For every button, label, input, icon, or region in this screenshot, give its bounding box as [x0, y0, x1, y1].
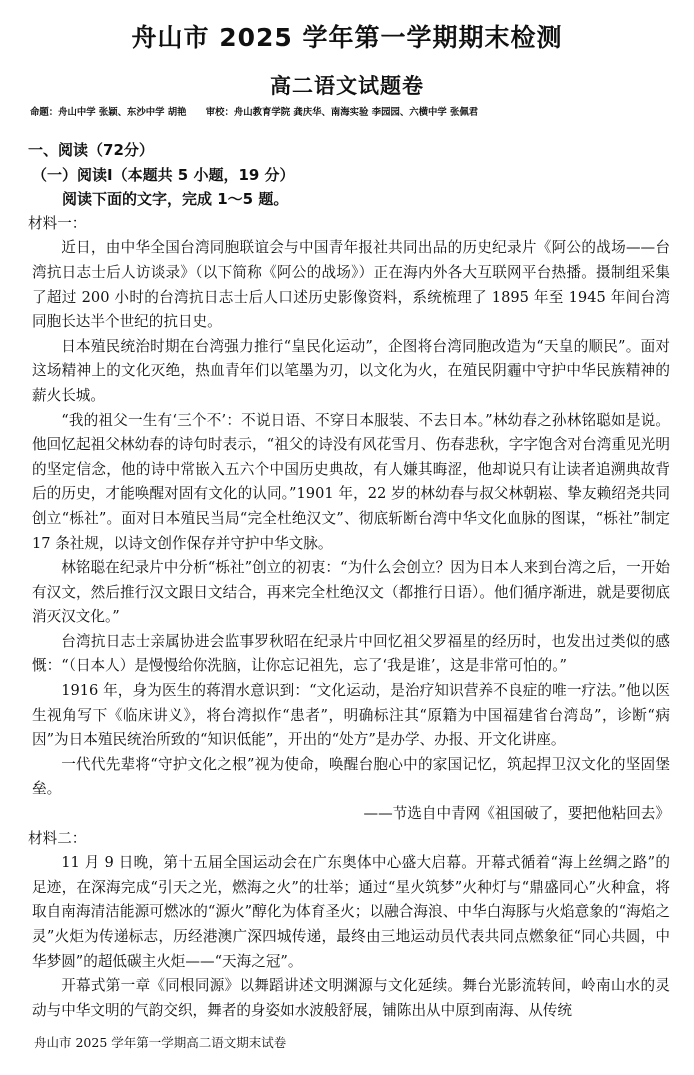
- material-1-source: ——节选自中青网《祖国破了，要把他粘回去》: [363, 805, 670, 823]
- material-1-paragraph: “我的祖父一生有‘三个不’：不说日语、不穿日本服装、不去日本。”林幼春之孙林铭聪如是说。他回忆起祖父林幼春的诗句时表示，“祖父的诗没有风花雪月、伤春悲秋，字字饱含对台湾重见光明的坚定信念，他的诗中常嵌入五六个中国历史典故，有人嫌其晦涩，他却说只有让读者追溯典故背后的历史，才能唤醒对固有文化的认同。”1901 年，22 岁的林幼春与叔父林朝崧、挚友赖绍尧共同创立“栎社”。面对日本殖民当局“完全杜绝汉文”、彻底斩断台湾中华文化血脉的图谋，“栎社”制定 17 条社规，以诗文创作保存并守护中华文脉。: [32, 411, 670, 552]
- section-instruction: 阅读下面的文字，完成 1～5 题。: [62, 190, 289, 209]
- material-1-label: 材料一：: [28, 214, 87, 232]
- material-1-paragraph: 日本殖民统治时期在台湾强力推行“皇民化运动”，企图将台湾同胞改造为“天皇的顺民”。面对这场精神上的文化灭绝，热血青年们以笔墨为刃，以文化为火，在殖民阴霾中守护中华民族精神的薪火长城。: [32, 337, 670, 404]
- credits-line: [30, 104, 684, 118]
- material-1-paragraph: 林铭聪在纪录片中分析“栎社”创立的初衷：“为什么会创立？因为日本人来到台湾之后，一开始有汉文，然后推行汉文跟日文结合，再来完全杜绝汉文（都推行日语）。他们循序渐进，就是要彻底消灭汉文化。”: [32, 559, 670, 626]
- exam-subtitle: 高二语文试题卷: [270, 74, 424, 98]
- material-1-paragraph: 台湾抗日志士亲属协进会监事罗秋昭在纪录片中回忆祖父罗福星的经历时，也发出过类似的感慨：“（日本人）是慢慢给你洗脑，让你忘记祖先，忘了‘我是谁’，这是非常可怕的。”: [32, 632, 670, 675]
- material-1-paragraph: 1916 年，身为医生的蒋渭水意识到：“文化运动，是治疗知识营养不良症的唯一疗法。”他以医生视角写下《临床讲义》，将台湾拟作“患者”，明确标注其“原籍为中国福建省台湾岛”，诊断“病因”为日本殖民统治所致的“知识低能”，开出的“处方”是办学、办报、开文化讲座。: [32, 682, 670, 749]
- page-footer: 舟山市 2025 学年第一学期高二语文期末试卷: [34, 1035, 287, 1050]
- reviewers-credit: 审校：舟山教育学院 龚庆华、南海实验 李园园、六横中学 张佩君: [205, 107, 479, 118]
- material-2-label: 材料二：: [28, 829, 87, 847]
- material-1-paragraph: 近日，由中华全国台湾同胞联谊会与中国青年报社共同出品的历史纪录片《阿公的战场——台湾抗日志士后人访谈录》（以下简称《阿公的战场》）正在海内外各大互联网平台热播。摄制组采集了超过 200 小时的台湾抗日志士后人口述历史影像资料，系统梳理了 1895 年至 1945 年间台湾同胞长达半个世纪的抗日史。: [32, 239, 670, 331]
- exam-title: 舟山市 2025 学年第一学期期末检测: [131, 23, 563, 52]
- material-2-paragraph: 开幕式第一章《同根同源》以舞蹈讲述文明渊源与文化延续。舞台光影流转间，岭南山水的灵动与中华文明的气韵交织，舞者的身姿如水波般舒展，铺陈出从中原到南海、从传统: [32, 977, 670, 1019]
- authors-credit: 命题：舟山中学 张颖、东沙中学 胡艳: [30, 107, 187, 118]
- exam-content: [28, 138, 670, 1023]
- section-heading: 一、阅读（72分）: [28, 141, 154, 159]
- section-subheading: （一）阅读Ⅰ（本题共 5 小题，19 分）: [32, 165, 295, 184]
- material-1-paragraph: 一代代先辈将“守护文化之根”视为使命，唤醒台胞心中的家国记忆，筑起捍卫汉文化的坚固堡垒。: [32, 755, 670, 798]
- material-2-paragraph: 11 月 9 日晚，第十五届全国运动会在广东奥体中心盛大启幕。开幕式循着“海上丝绸之路”的足迹，在深海完成“引天之光，燃海之火”的壮举；通过“星火筑梦”火种灯与“鼎盛同心”火种盒，将取自南海清洁能源可燃冰的“源火”醇化为体育圣火；以融合海浪、中华白海豚与火焰意象的“海焰之灵”火炬为传递标志，历经港澳广深四城传递，最终由三地运动员代表共同点燃象征“同心共圆，中华梦圆”的超低碳主火炬——“天海之冠”。: [32, 854, 670, 970]
